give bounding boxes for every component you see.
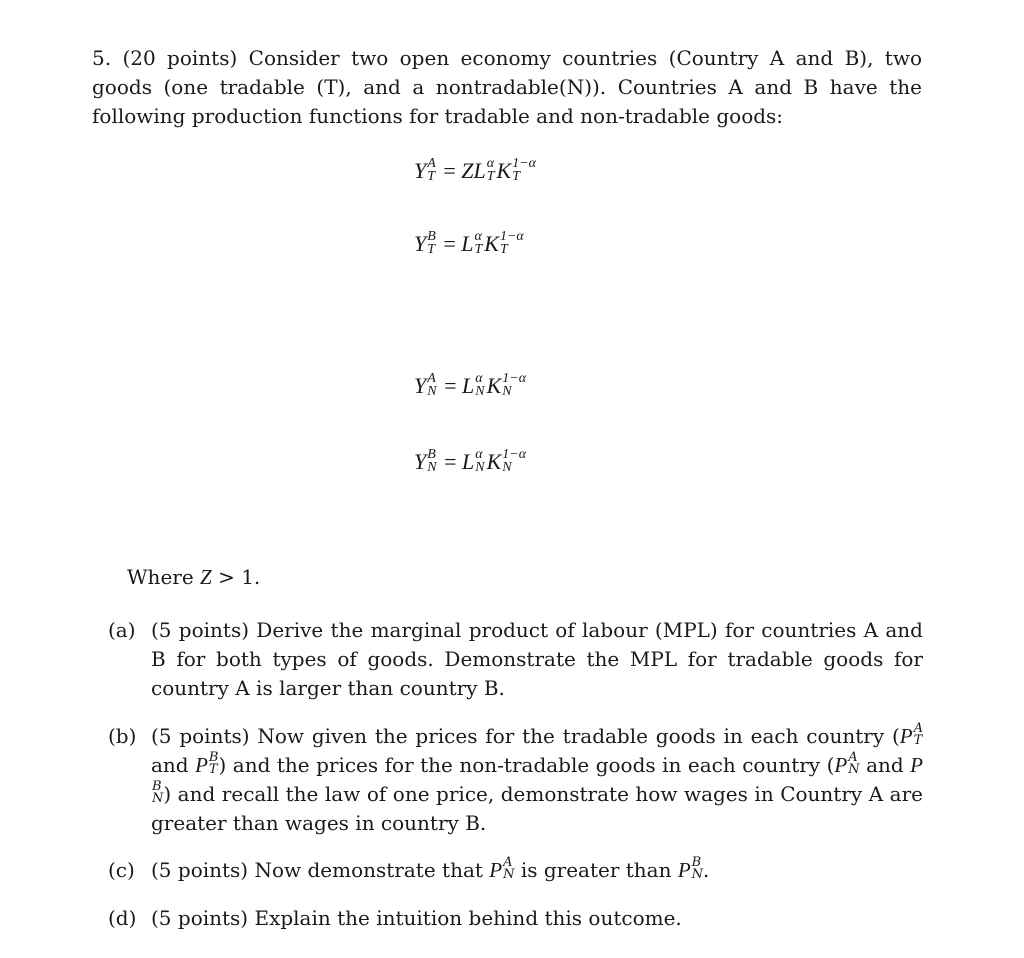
price-sub: T: [208, 761, 218, 777]
part-a-label: (a): [108, 618, 136, 642]
eq-capital-sub: T: [512, 168, 521, 184]
price-symbol: P: [489, 858, 503, 882]
part-c: [108, 856, 923, 885]
condition-variable: Z: [200, 565, 212, 589]
price-sup: A: [848, 749, 858, 765]
eq-capital-sub: N: [502, 383, 512, 399]
eq-lhs-sup: A: [427, 155, 436, 171]
price-sup: A: [913, 720, 923, 736]
eq-capital-sup: 1−α: [512, 155, 537, 171]
price-symbol: P: [910, 753, 923, 777]
eq-labour-sup: α: [475, 370, 483, 386]
part-c-label: (c): [108, 858, 135, 882]
price-symbol: P: [834, 753, 848, 777]
eq-capital-sup: 1−α: [502, 446, 527, 462]
eq-equals: =: [444, 449, 457, 474]
condition-statement: [127, 563, 260, 592]
eq-lhs-sub: T: [427, 168, 436, 184]
equation-nontradable-b: [414, 447, 528, 477]
eq-lhs-sup: A: [427, 370, 436, 386]
equation-nontradable-a: [414, 371, 528, 401]
part-b-text-1: (5 points) Now given the prices for the tradable goods in each country (: [151, 724, 900, 748]
part-b-label: (b): [108, 724, 137, 748]
eq-coefficient: Z: [461, 158, 474, 183]
eq-lhs-sup: B: [427, 446, 436, 462]
eq-lhs-symbol: Y: [414, 158, 427, 183]
part-c-text: [151, 856, 923, 885]
price-sup: B: [152, 778, 162, 794]
part-c-text-2: is greater than: [514, 858, 678, 882]
eq-labour-symbol: L: [462, 373, 475, 398]
price-sup: A: [503, 854, 513, 870]
part-a: [108, 616, 923, 703]
price-sub: T: [913, 732, 923, 748]
eq-lhs-symbol: Y: [414, 231, 427, 256]
price-sub: N: [152, 790, 164, 806]
eq-equals: =: [444, 373, 457, 398]
price-sup: B: [691, 854, 702, 870]
price-symbol: P: [195, 753, 208, 777]
eq-labour-sup: α: [474, 228, 482, 244]
eq-capital-sub: T: [499, 241, 508, 257]
part-b-text-2: and: [151, 753, 196, 777]
eq-capital-symbol: K: [496, 158, 512, 183]
part-b-text-5: ) and recall the law of one price, demonstrate how wages in Country A are greater than wages in country B.: [151, 782, 923, 835]
part-d-text: (5 points) Explain the intuition behind this outcome.: [151, 906, 682, 930]
price-symbol: P: [677, 858, 691, 882]
part-a-text: (5 points) Derive the marginal product of labour (MPL) for countries A and B for both types of goods. Demonstrate the MPL for tradable goods for country A is larger than country B.: [151, 618, 923, 700]
eq-labour-sub: T: [486, 168, 495, 184]
part-b-text-4: and: [859, 753, 911, 777]
part-d-label: (d): [108, 906, 137, 930]
eq-labour-symbol: L: [473, 158, 486, 183]
part-c-text-3: .: [703, 858, 710, 882]
equation-tradable-b: [414, 229, 526, 259]
price-sup: B: [208, 749, 219, 765]
eq-lhs-sup: B: [427, 228, 436, 244]
eq-capital-symbol: K: [486, 373, 502, 398]
eq-labour-sub: N: [475, 459, 485, 475]
condition-rest: > 1.: [211, 565, 261, 589]
price-sub: N: [691, 866, 704, 882]
eq-capital-sup: 1−α: [502, 370, 527, 386]
eq-labour-sub: T: [474, 241, 483, 257]
eq-equals: =: [443, 231, 456, 256]
eq-labour-symbol: L: [461, 231, 474, 256]
eq-lhs-symbol: Y: [414, 373, 427, 398]
eq-labour-symbol: L: [462, 449, 475, 474]
eq-capital-sub: N: [502, 459, 512, 475]
eq-lhs-sub: T: [427, 241, 436, 257]
part-b-text-3: ) and the prices for the non-tradable goods in each country (: [218, 753, 835, 777]
eq-labour-sub: N: [475, 383, 485, 399]
price-sub: N: [503, 866, 515, 882]
part-b: [108, 722, 923, 838]
part-c-text-1: (5 points) Now demonstrate that: [151, 858, 490, 882]
condition-prefix: Where: [127, 565, 201, 589]
eq-labour-sup: α: [486, 155, 495, 171]
part-d: [108, 904, 923, 933]
problem-intro: 5. (20 points) Consider two open economy countries (Country A and B), two goods (one tradable (T), and a nontradable(N)). Countries A and B have the following production functions for tradable and non-tradable goods:: [92, 46, 922, 128]
equation-tradable-a: [414, 156, 538, 186]
price-sub: N: [848, 761, 860, 777]
eq-capital-symbol: K: [486, 449, 502, 474]
price-symbol: P: [899, 724, 913, 748]
eq-labour-sup: α: [475, 446, 483, 462]
eq-capital-sup: 1−α: [499, 228, 524, 244]
eq-lhs-sub: N: [427, 383, 437, 399]
part-b-text: [151, 722, 923, 838]
eq-lhs-sub: N: [427, 459, 437, 475]
eq-capital-symbol: K: [484, 231, 499, 256]
eq-lhs-symbol: Y: [414, 449, 427, 474]
eq-equals: =: [443, 158, 456, 183]
